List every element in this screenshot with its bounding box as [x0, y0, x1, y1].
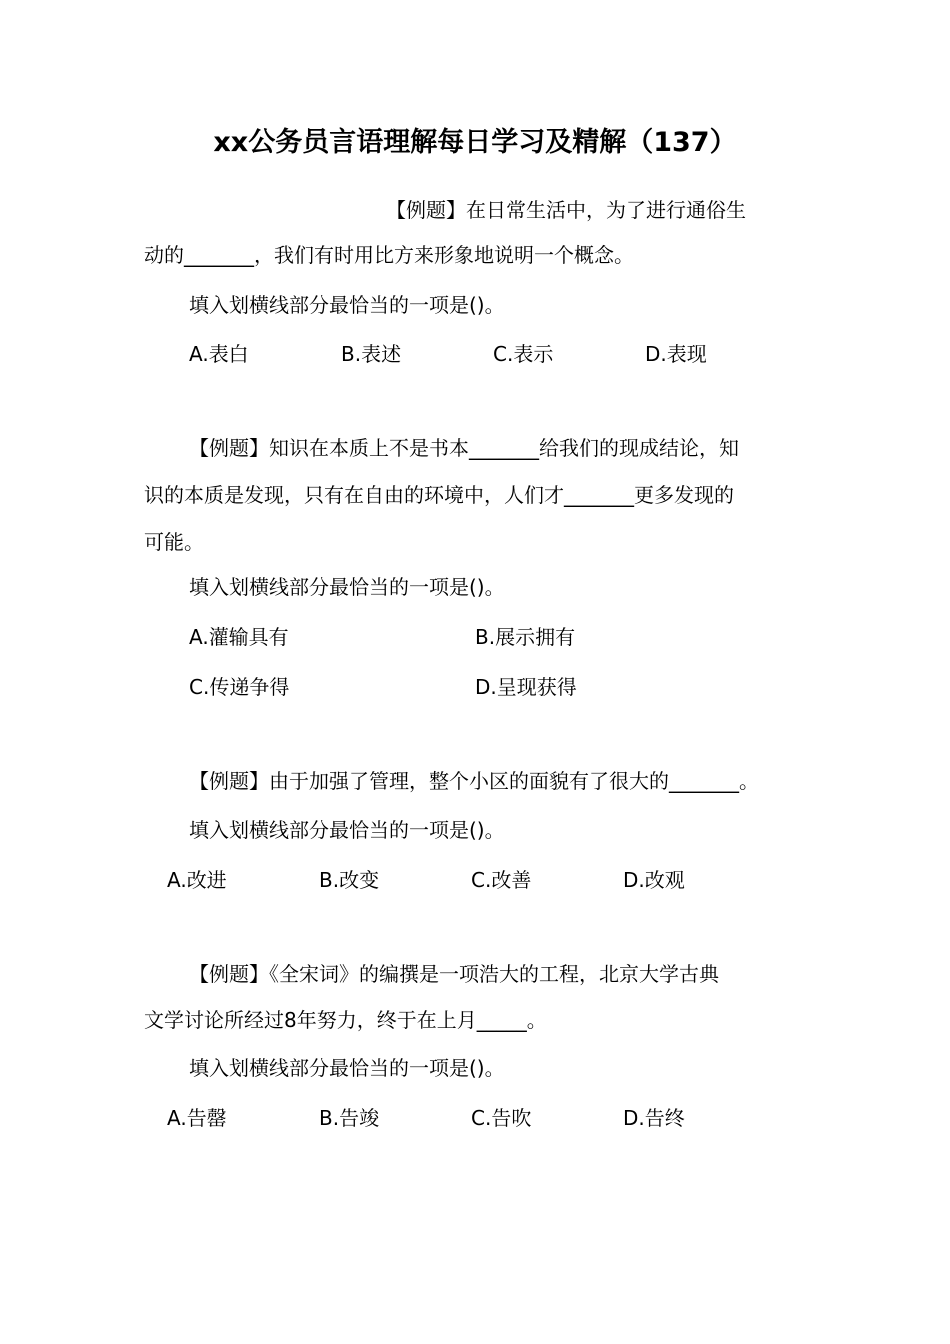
option-a: A.告罄	[167, 1106, 227, 1130]
question-text-line: 【例题】知识在本质上不是书本_______给我们的现成结论，知	[189, 436, 739, 460]
question-text-line: 文学讨论所经过8年努力，终于在上月_____。	[144, 1008, 547, 1032]
document-title: xx公务员言语理解每日学习及精解（137）	[213, 127, 737, 158]
question-prompt: 填入划横线部分最恰当的一项是()。	[189, 575, 505, 599]
question-text-line: 【例题】由于加强了管理，整个小区的面貌有了很大的_______。	[189, 769, 759, 793]
question-prompt: 填入划横线部分最恰当的一项是()。	[189, 818, 505, 842]
option-b: B.告竣	[319, 1106, 380, 1130]
option-b: B.展示拥有	[475, 625, 576, 649]
option-c: C.告吹	[471, 1106, 532, 1130]
question-text-line: 可能。	[144, 530, 204, 554]
option-b: B.改变	[319, 868, 380, 892]
option-d: D.呈现获得	[475, 675, 577, 699]
question-text-line: 【例题】《全宋词》的编撰是一项浩大的工程，北京大学古典	[189, 962, 719, 986]
option-a: A.表白	[189, 342, 249, 366]
option-a: A.灌输具有	[189, 625, 289, 649]
question-text-line: 动的_______，我们有时用比方来形象地说明一个概念。	[144, 243, 634, 267]
question-prompt: 填入划横线部分最恰当的一项是()。	[189, 293, 505, 317]
option-d: D.告终	[623, 1106, 685, 1130]
option-c: C.表示	[493, 342, 554, 366]
option-c: C.传递争得	[189, 675, 290, 699]
question-prompt: 填入划横线部分最恰当的一项是()。	[189, 1056, 505, 1080]
option-b: B.表述	[341, 342, 402, 366]
option-d: D.改观	[623, 868, 685, 892]
option-d: D.表现	[645, 342, 707, 366]
question-text-line: 识的本质是发现，只有在自由的环境中，人们才_______更多发现的	[144, 483, 734, 507]
question-text-line: 【例题】在日常生活中，为了进行通俗生	[386, 198, 746, 222]
option-c: C.改善	[471, 868, 532, 892]
option-a: A.改进	[167, 868, 227, 892]
